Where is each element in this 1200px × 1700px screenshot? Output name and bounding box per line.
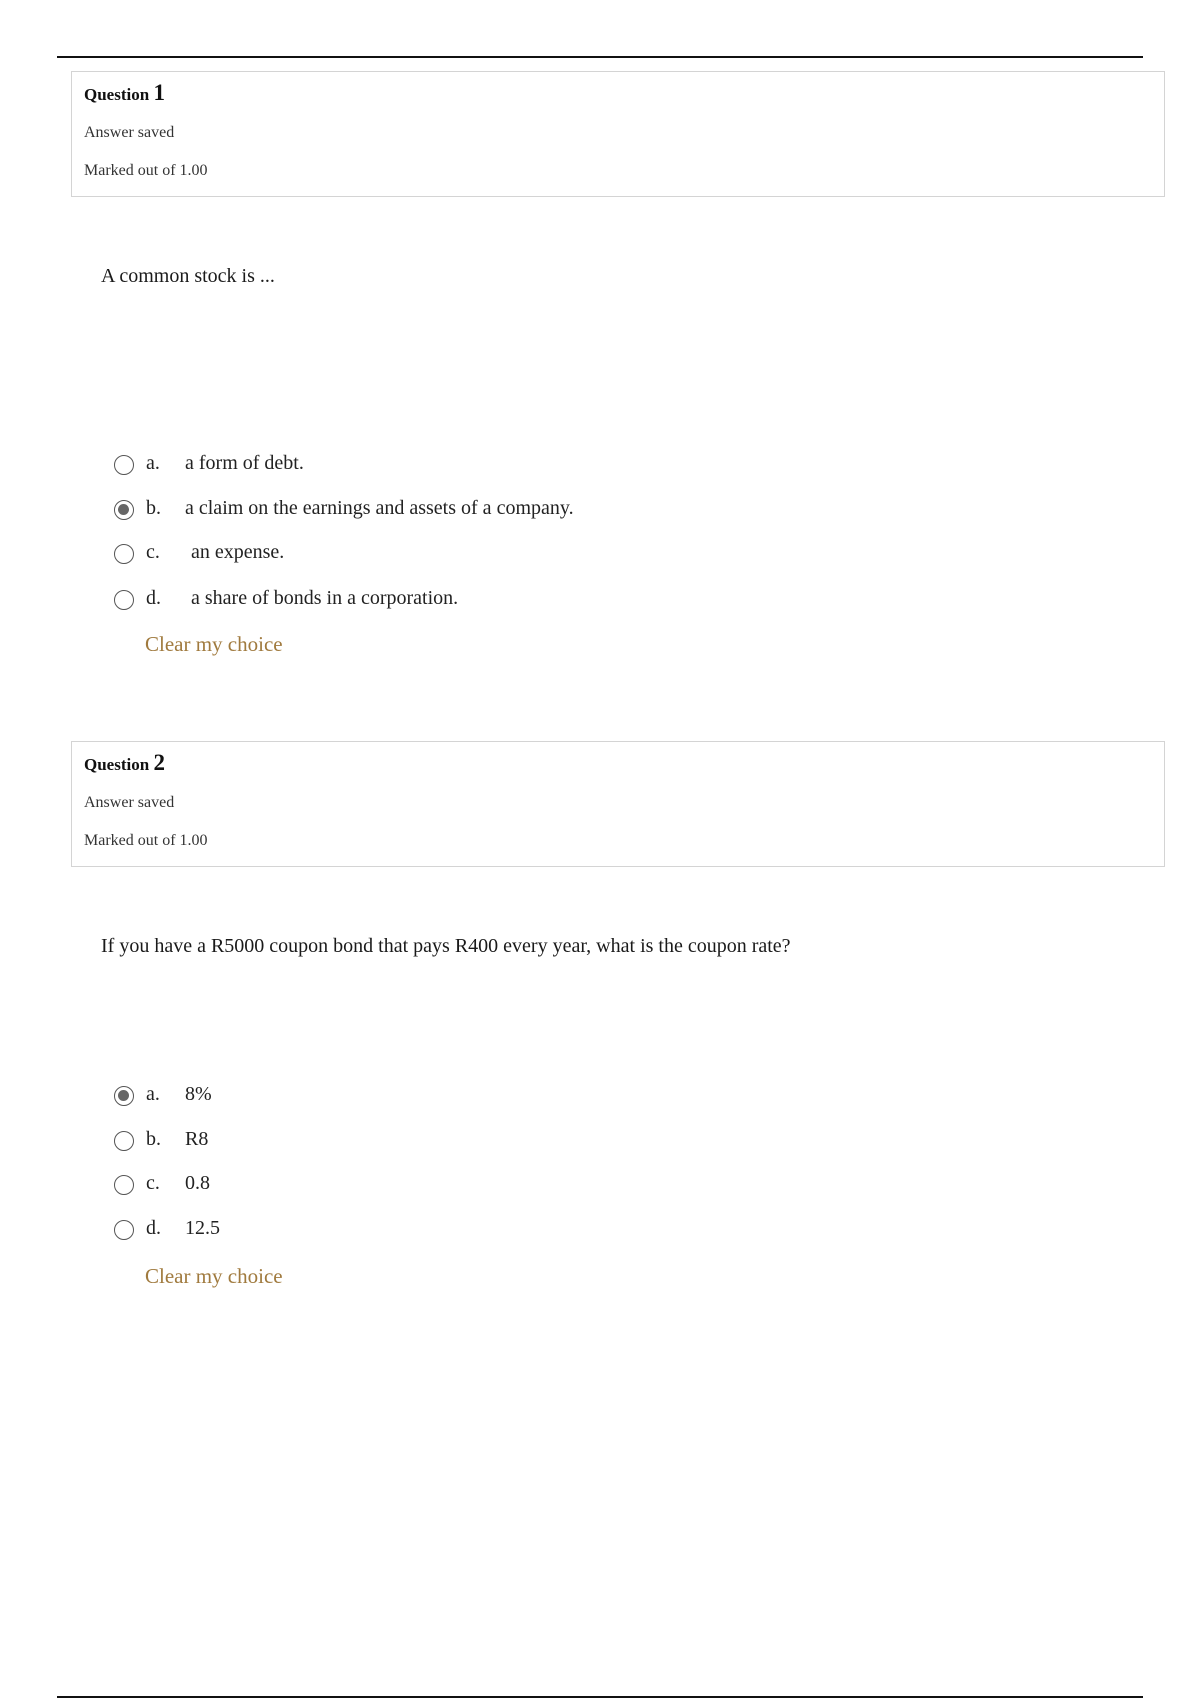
question-1-text: A common stock is ...	[101, 265, 275, 287]
option-letter: d.	[146, 587, 161, 609]
option-letter: b.	[146, 1128, 161, 1150]
radio-button[interactable]	[114, 455, 134, 475]
question-2-clear-choice-link[interactable]: Clear my choice	[145, 1264, 283, 1288]
radio-button[interactable]	[114, 1175, 134, 1195]
top-divider	[57, 56, 1143, 58]
option-letter: c.	[146, 1172, 160, 1194]
question-1-option-c[interactable]	[112, 538, 812, 568]
question-2-option-b[interactable]	[112, 1125, 812, 1155]
option-text: 8%	[185, 1083, 212, 1105]
question-number: 2	[153, 750, 165, 775]
question-1-title	[84, 80, 165, 106]
option-text: a share of bonds in a corporation.	[191, 587, 459, 609]
question-2-title	[84, 750, 165, 776]
radio-button[interactable]	[114, 1131, 134, 1151]
question-2-info	[71, 741, 1165, 867]
option-letter: a.	[146, 452, 160, 474]
question-label: Question	[84, 85, 150, 104]
option-text: an expense.	[191, 541, 285, 563]
radio-button[interactable]	[114, 590, 134, 610]
option-text: 12.5	[185, 1217, 220, 1239]
bottom-divider	[57, 1696, 1143, 1698]
question-2-text: If you have a R5000 coupon bond that pays R400 every year, what is the coupon rate?	[101, 935, 791, 957]
radio-button[interactable]	[114, 544, 134, 564]
option-letter: a.	[146, 1083, 160, 1105]
question-1-clear-choice-link[interactable]: Clear my choice	[145, 632, 283, 656]
radio-button[interactable]	[114, 1220, 134, 1240]
question-2-option-d[interactable]	[112, 1214, 812, 1244]
question-2-mark: Marked out of 1.00	[84, 832, 208, 849]
question-number: 1	[153, 80, 165, 105]
question-2-option-a[interactable]	[112, 1080, 812, 1110]
option-letter: c.	[146, 541, 160, 563]
question-2-state: Answer saved	[84, 794, 175, 811]
question-1-option-a[interactable]	[112, 449, 812, 479]
question-1-option-b[interactable]	[112, 494, 812, 524]
question-2-option-c[interactable]	[112, 1169, 812, 1199]
option-text: a claim on the earnings and assets of a company.	[185, 497, 574, 519]
question-1-option-d[interactable]	[112, 584, 812, 614]
question-1-state: Answer saved	[84, 124, 175, 141]
option-text: R8	[185, 1128, 209, 1150]
radio-button-selected[interactable]	[114, 1086, 134, 1106]
question-label: Question	[84, 755, 150, 774]
radio-button-selected[interactable]	[114, 500, 134, 520]
option-letter: d.	[146, 1217, 161, 1239]
option-text: a form of debt.	[185, 452, 304, 474]
question-1-mark: Marked out of 1.00	[84, 162, 208, 179]
option-text: 0.8	[185, 1172, 210, 1194]
question-1-info	[71, 71, 1165, 197]
option-letter: b.	[146, 497, 161, 519]
